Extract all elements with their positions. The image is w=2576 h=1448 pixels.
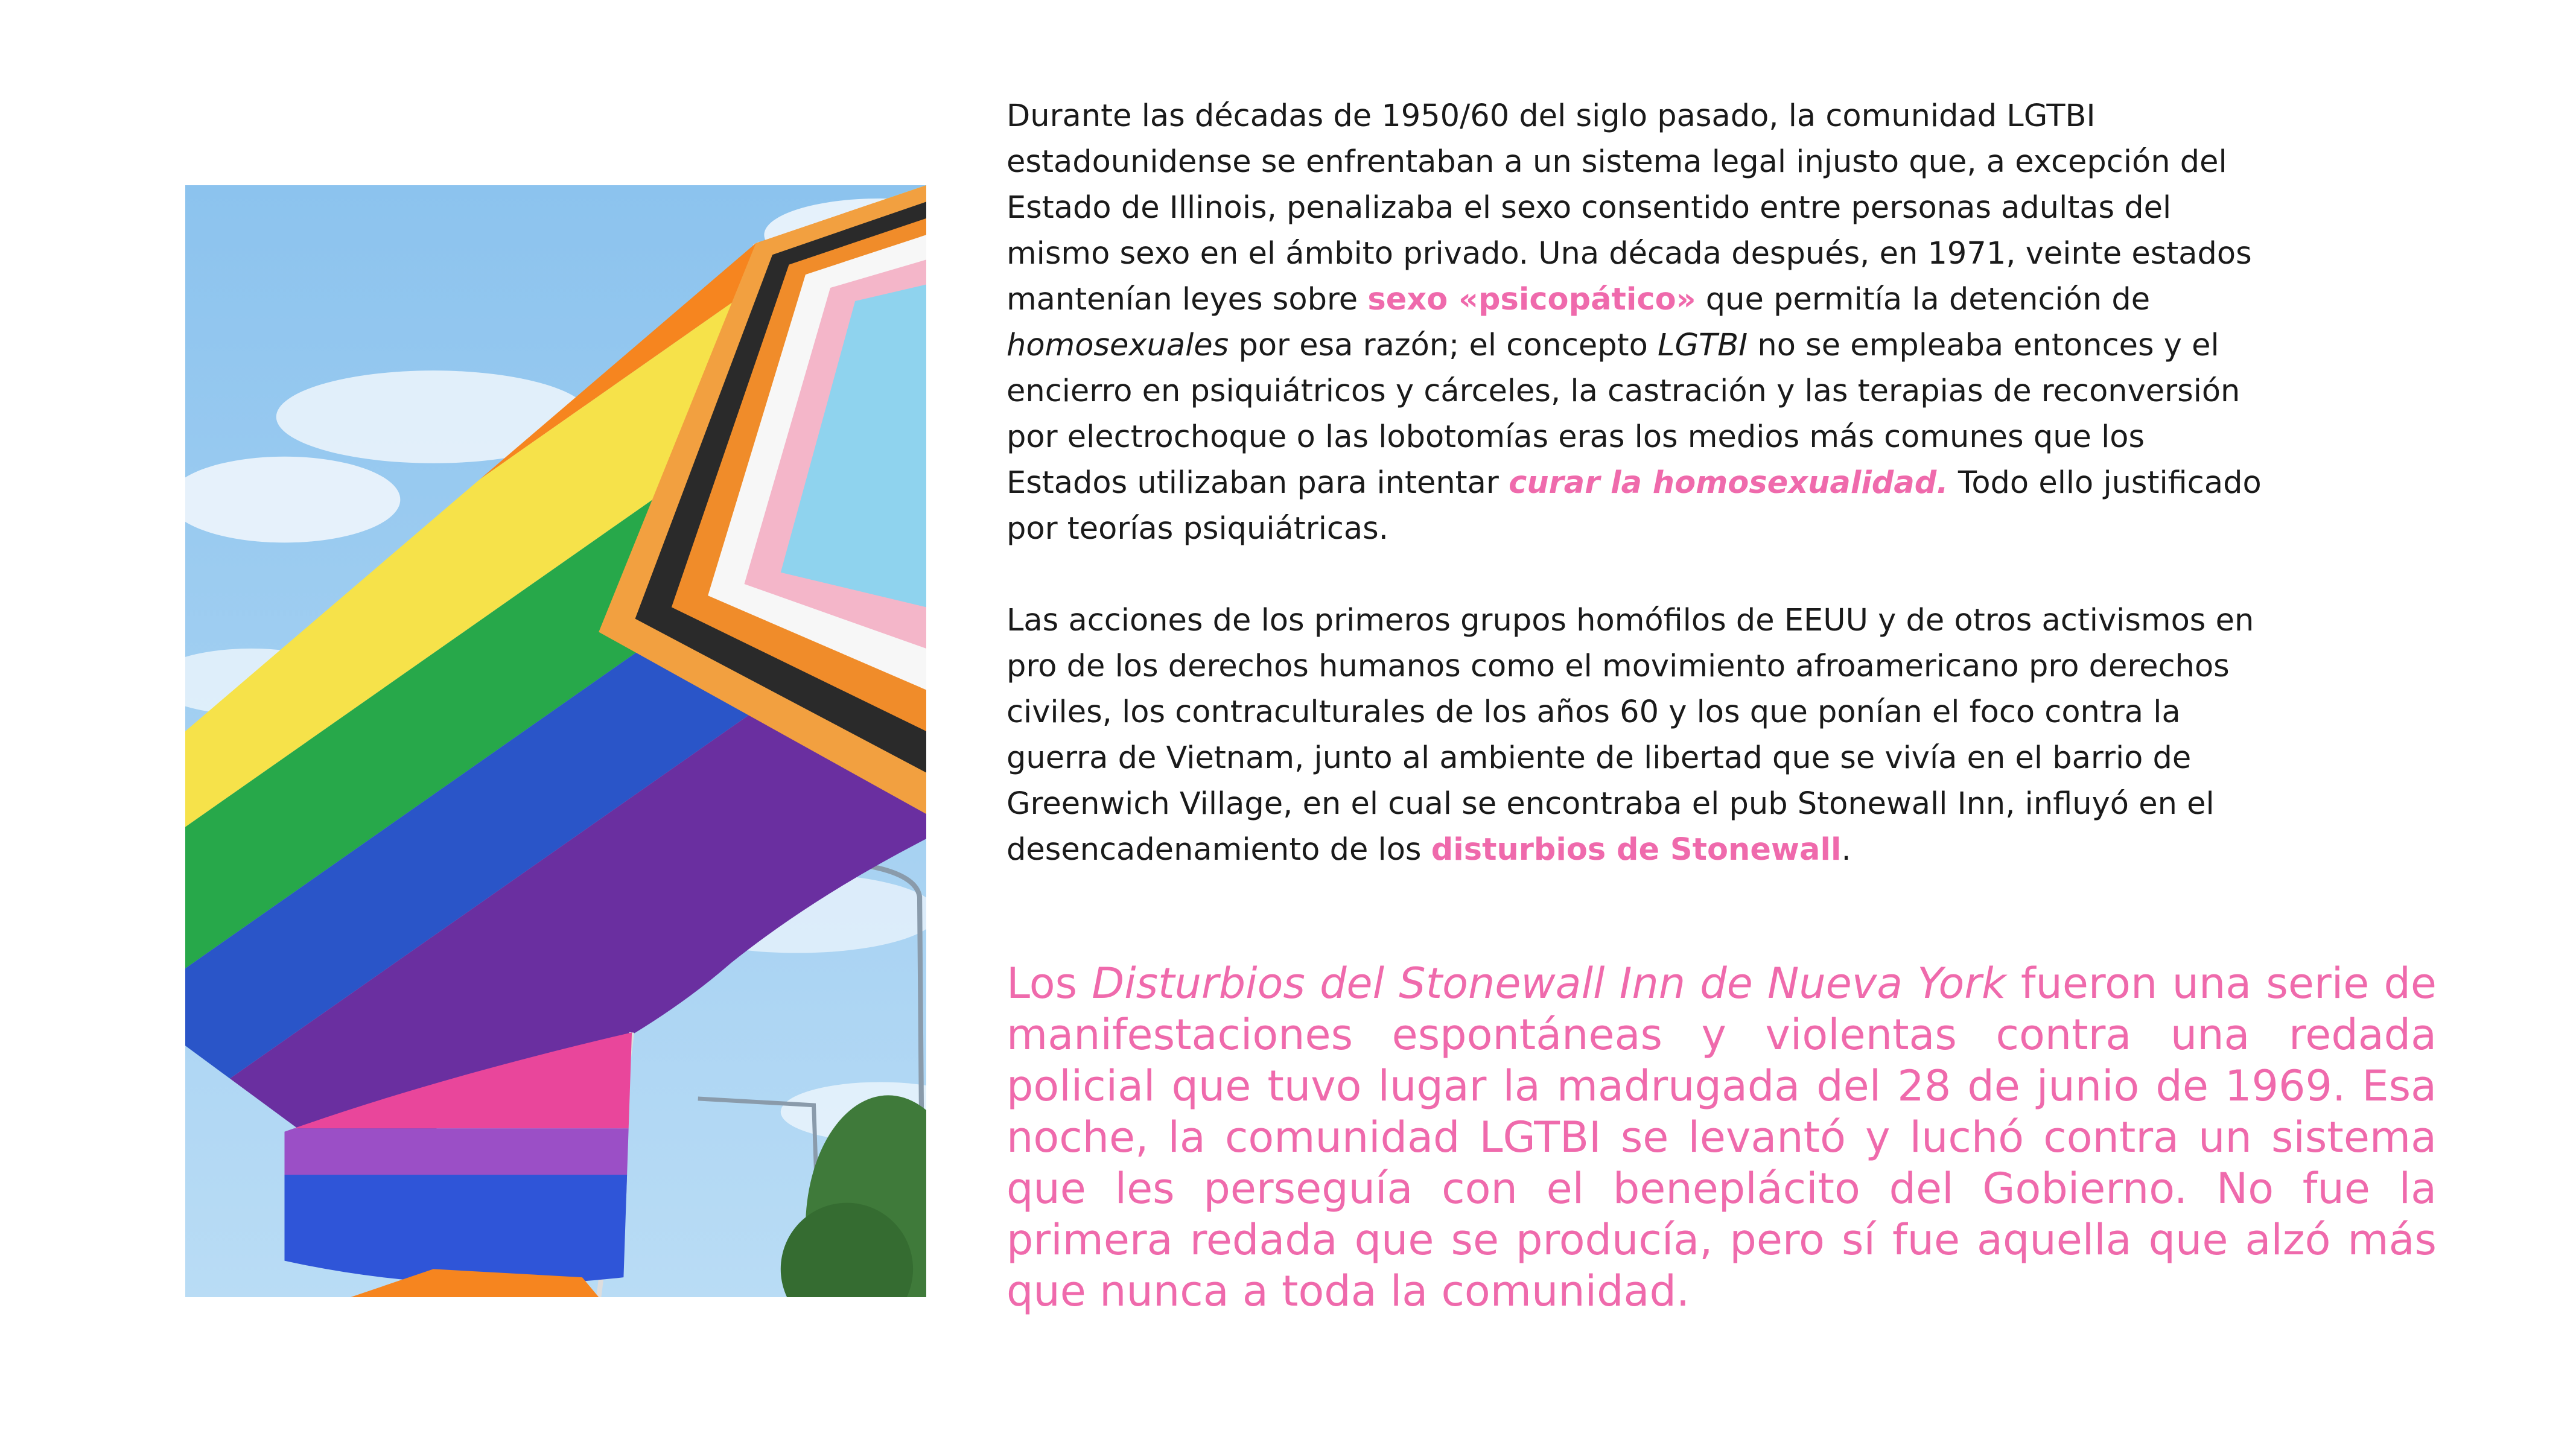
italic-lgtbi: LGTBI — [1658, 328, 1748, 363]
paragraph-1-text-2: que permitía la detención de — [1696, 282, 2151, 317]
quote-text-2: fueron una serie de manifestaciones espontáneas y violentas contra una redada policial que tuvo lugar la madrugada del 28 de junio de 1969. Esa noche, la comunidad LGTBI se levantó y luchó contra un sistema que les perseguía con el beneplácito del Gobierno. No fue la primera redada que se producía, pero sí fue aquella que alzó más que nunca a toda la comunidad. — [1007, 959, 2437, 1316]
paragraph-1-text-4: no se empleaba entonces y el encierro en psiquiátricos y cárceles, la castración y las terapias de reconversión por electrochoque o las lobotomías eras los medios más comunes que los Estados utilizaban para intentar — [1007, 328, 2240, 501]
quote-text-1: Los — [1007, 959, 1092, 1008]
quote-italic-disturbios: Disturbios del Stonewall Inn de Nueva York — [1092, 959, 2006, 1008]
paragraph-1-text-5: Todo ello justificado por teorías psiquiátricas. — [1007, 465, 2262, 547]
highlight-curar-homosexualidad: curar la homosexualidad. — [1509, 465, 1948, 501]
highlight-psicopatico: sexo «psicopático» — [1367, 282, 1696, 317]
pull-quote — [1007, 958, 2437, 1317]
paragraph-2-text-2: . — [1841, 832, 1851, 868]
paragraph-1-text-1: Durante las décadas de 1950/60 del siglo pasado, la comunidad LGTBI estadounidense se enfrentaban a un sistema legal injusto que, a excepción del Estado de Illinois, penalizaba el sexo consentido entre personas adultas del mismo sexo en el ámbito privado. Una década después, en 1971, veinte estados mantenían leyes sobre — [1007, 98, 2252, 317]
paragraph-2 — [1007, 598, 2262, 873]
paragraph-1 — [1007, 94, 2262, 552]
paragraph-1-text-3: por esa razón; el concepto — [1229, 328, 1658, 363]
pride-flag-icon — [185, 185, 926, 1297]
highlight-disturbios-stonewall: disturbios de Stonewall — [1431, 832, 1842, 868]
body-text-column — [1007, 94, 2262, 873]
italic-homosexuales: homosexuales — [1007, 328, 1229, 363]
pride-flags-photo — [185, 185, 926, 1297]
paragraph-2-text-1: Las acciones de los primeros grupos homófilos de EEUU y de otros activismos en pro de los derechos humanos como el movimiento afroamericano pro derechos civiles, los contraculturales de los años 60 y los que ponían el foco contra la guerra de Vietnam, junto al ambiente de libertad que se vivía en el barrio de Greenwich Village, en el cual se encontraba el pub Stonewall Inn, influyó en el desencadenamiento de los — [1007, 603, 2254, 868]
